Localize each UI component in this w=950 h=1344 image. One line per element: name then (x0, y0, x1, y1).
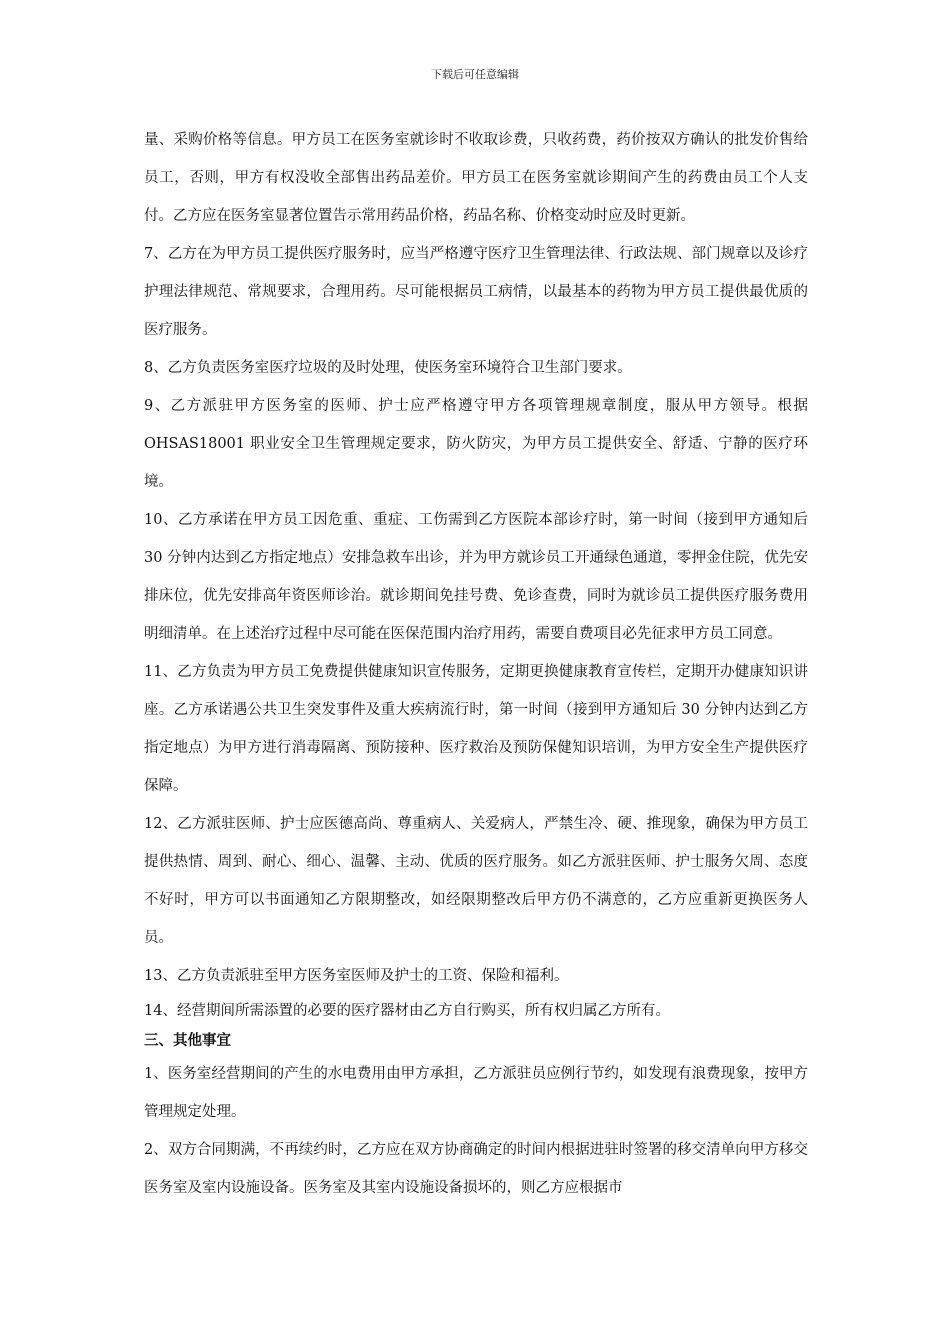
clause-12: 12、乙方派驻医师、护士应医德高尚、尊重病人、关爱病人，严禁生冷、硬、推现象，确保为甲方员工提供热情、周到、耐心、细心、温馨、主动、优质的医疗服务。如乙方派驻医师、护士服务欠周、态度不好时，甲方可以书面通知乙方限期整改，如经限期整改后甲方仍不满意的，乙方应重新更换医务人员。 (144, 816, 808, 946)
paragraph-purchase-info: 量、采购价格等信息。甲方员工在医务室就诊时不收取诊费，只收药费，药价按双方确认的批发价售给员工，否则，甲方有权没收全部售出药品差价。甲方员工在医务室就诊期间产生的药费由员工个人支付。乙方应在医务室显著位置告示常用药品价格，药品名称、价格变动时应及时更新。 (144, 132, 808, 224)
clause-13: 13、乙方负责派驻至甲方医务室医师及护士的工资、保险和福利。 (144, 968, 569, 984)
page-header: 下载后可任意编辑 (431, 68, 519, 81)
clause-10: 10、乙方承诺在甲方员工因危重、重症、工伤需到乙方医院本部诊疗时，第一时间（接到甲方通知后 30 分钟内达到乙方指定地点）安排急救车出诊，并为甲方就诊员工开通绿色通道，零押金住院，优先安排床位，优先安排高年资医师诊治。就诊期间免挂号费、免诊查费，同时为就诊员工提供医疗服务费用明细清单。在上述治疗过程中尽可能在医保范围内治疗用药，需要自费项目必先征求甲方员工同意。 (144, 512, 808, 642)
clause-7: 7、乙方在为甲方员工提供医疗服务时，应当严格遵守医疗卫生管理法律、行政法规、部门规章以及诊疗护理法律规范、常规要求，合理用药。尽可能根据员工病情，以最基本的药物为甲方员工提供最优质的医疗服务。 (144, 246, 808, 338)
section-heading-other-matters: 三、其他事宜 (144, 1033, 231, 1049)
document-body (144, 121, 808, 1207)
section3-clause-1: 1、医务室经营期间的产生的水电费用由甲方承担，乙方派驻员应例行节约，如发现有浪费现象，按甲方管理规定处理。 (144, 1066, 808, 1120)
section3-clause-2: 2、双方合同期满，不再续约时，乙方应在双方协商确定的时间内根据进驻时签署的移交清单向甲方移交医务室及室内设施设备。医务室及其室内设施设备损坏的，则乙方应根据市 (144, 1142, 808, 1196)
clause-9: 9、乙方派驻甲方医务室的医师、护士应严格遵守甲方各项管理规章制度，服从甲方领导。根据 OHSAS18001 职业安全卫生管理规定要求，防火防灾，为甲方员工提供安全、舒适、宁静的医疗环境。 (144, 398, 808, 490)
clause-8: 8、乙方负责医务室医疗垃圾的及时处理，使医务室环境符合卫生部门要求。 (144, 360, 632, 376)
clause-11: 11、乙方负责为甲方员工免费提供健康知识宣传服务，定期更换健康教育宣传栏，定期开办健康知识讲座。乙方承诺遇公共卫生突发事件及重大疾病流行时，第一时间（接到甲方通知后 30 分钟内达到乙方指定地点）为甲方进行消毒隔离、预防接种、医疗救治及预防保健知识培训，为甲方安全生产提供医疗保障。 (144, 664, 808, 794)
clause-14: 14、经营期间所需添置的必要的医疗器材由乙方自行购买，所有权归属乙方所有。 (144, 1003, 670, 1019)
